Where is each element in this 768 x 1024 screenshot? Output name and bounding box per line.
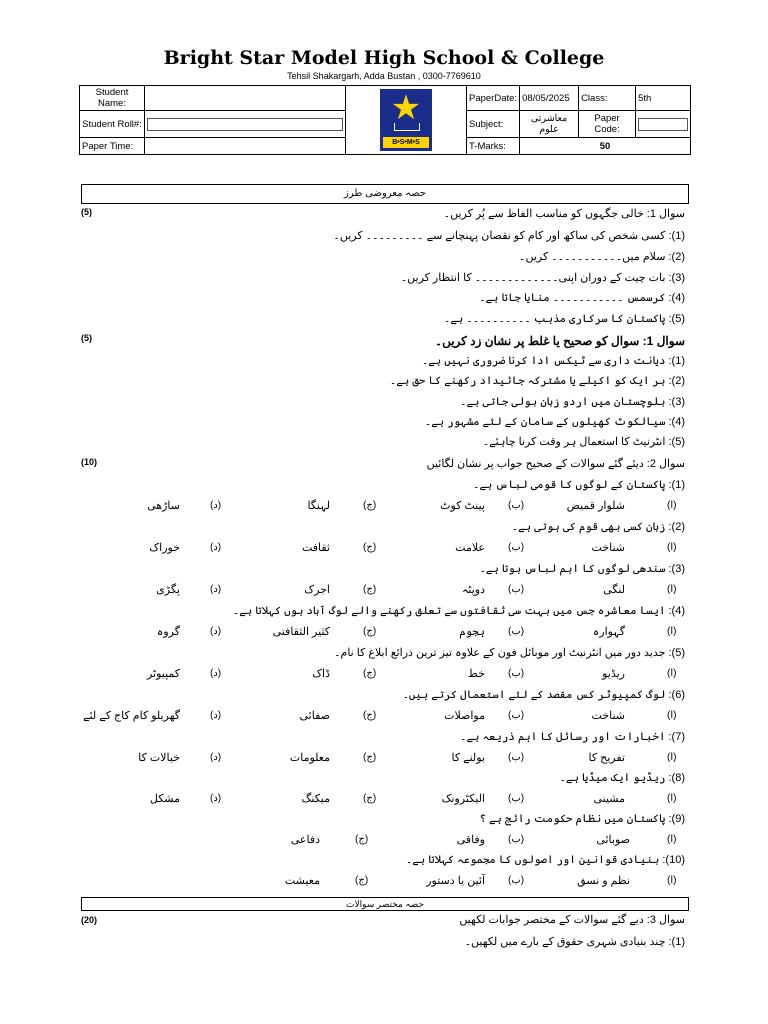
option-text[interactable]: اجرک (304, 584, 330, 596)
option-label: (ج) (363, 542, 377, 553)
option-label: (ا) (667, 793, 677, 804)
option-label: (ب) (508, 668, 525, 679)
q1-item-5: (5): پاکستان کا سرکاری مذہب ۔۔۔۔۔۔۔۔۔۔ ہے۔ (443, 313, 685, 325)
paper-code-label: Paper Code: (579, 111, 636, 138)
option-label: (د) (210, 793, 222, 804)
logo-cell (346, 86, 467, 155)
option-label: (د) (210, 752, 222, 763)
paper-time-field[interactable] (145, 138, 346, 155)
option-text[interactable]: ریڈیو (602, 668, 625, 680)
q1b-item-1: (1): دیانت داری سے ٹیکس ادا کرنا ضروری نہیں ہے۔ (421, 355, 685, 367)
school-address: Tehsil Shakargarh, Adda Bustan , 0300-7769610 (287, 71, 481, 81)
option-text[interactable]: پگڑی (156, 584, 180, 596)
option-label: (ج) (363, 500, 377, 511)
student-name-field[interactable] (145, 86, 346, 111)
option-text[interactable]: کمپیوٹر (146, 668, 180, 680)
option-text[interactable]: ہجوم (459, 626, 485, 638)
subject-label: Subject: (467, 111, 520, 138)
option-text[interactable]: میکنگ (301, 793, 330, 805)
paper-date-value: 08/05/2025 (520, 86, 579, 111)
option-label: (ب) (508, 626, 525, 637)
option-text[interactable]: شلوار قمیض (566, 500, 625, 512)
option-label: (ا) (667, 752, 677, 763)
tmarks-label: T-Marks: (467, 138, 520, 155)
option-label: (ب) (508, 752, 525, 763)
q2-item-9: (9): پاکستان میں نظام حکومت رائج ہے ؟ (479, 813, 685, 825)
class-value: 5th (636, 86, 691, 111)
option-text[interactable]: خیالات کا (138, 752, 180, 764)
q2-item-6: (6): لوگ کمپیوٹر کس مقصد کے لئے استعمال کرتے ہیں۔ (402, 689, 685, 701)
option-label: (ب) (508, 834, 525, 845)
q1-heading: سوال 1: خالی جگہوں کو مناسب الفاظ سے پُر کریں۔ (443, 208, 685, 220)
q1b-item-2: (2): ہر ایک کو اکیلے یا مشترکہ جائیداد رکھنے کا حق ہے۔ (389, 375, 685, 387)
q2-item-1: (1): پاکستان کے لوگوں کا قومی لباس ہے۔ (473, 479, 685, 491)
option-text[interactable]: مشینی (593, 793, 625, 805)
option-label: (ا) (667, 710, 677, 721)
q3-heading: سوال 3: دیے گئے سوالات کے مختصر جوابات لکھیں (459, 914, 685, 926)
option-text[interactable]: مشکل (149, 793, 180, 805)
option-text[interactable]: تفریح کا (588, 752, 625, 764)
option-text[interactable]: ڈاک (312, 668, 330, 680)
option-text[interactable]: صفائی (299, 710, 330, 722)
option-text[interactable]: معلومات (289, 752, 330, 764)
option-text[interactable]: پینٹ کوٹ (440, 500, 485, 512)
option-text[interactable]: دوپٹہ (461, 584, 485, 596)
school-logo (380, 89, 432, 151)
star-icon: ★ (390, 89, 422, 127)
student-roll-label: Student Roll#: (80, 111, 145, 138)
option-text[interactable]: لہنگا (307, 500, 330, 512)
option-text[interactable]: الیکٹرونک (441, 793, 485, 805)
section-short-title: حصہ مختصر سوالات (81, 897, 689, 911)
option-text[interactable]: گہوارہ (592, 626, 625, 638)
option-text[interactable]: شناخت (591, 542, 625, 554)
q2-heading: سوال 2: دیئے گئے سوالات کے صحیح جواب پر نشان لگائیں (426, 458, 685, 470)
q1b-item-5: (5): انٹرنیٹ کا استعمال ہر وقت کرنا چاہئے۔ (482, 436, 685, 448)
option-label: (ج) (363, 584, 377, 595)
paper-time-label: Paper Time: (80, 138, 145, 155)
option-label: (د) (210, 584, 222, 595)
header-table (79, 85, 691, 155)
q1-item-1: (1): کسی شخص کی ساکھ اور کام کو نقصان پہنچانے سے ۔۔۔۔۔۔۔۔۔ کریں۔ (333, 230, 685, 242)
option-label: (ج) (363, 710, 377, 721)
option-text[interactable]: آئین یا دستور (426, 875, 485, 887)
q2-item-4: (4): ایسا معاشرہ جس میں بہت سی ثقافتوں سے تعلق رکھنے والے لوگ آباد ہوں کہلاتا ہے۔ (232, 605, 685, 617)
option-text[interactable]: گروہ (156, 626, 180, 638)
book-icon (394, 123, 420, 131)
q1-item-3: (3): بات چیت کے دوران اپنی۔۔۔۔۔۔۔۔۔۔۔۔۔ کا انتظار کریں۔ (400, 272, 685, 284)
class-label: Class: (579, 86, 636, 111)
option-label: (ب) (508, 584, 525, 595)
option-text[interactable]: گھریلو کام کاج کے لئے (83, 710, 180, 722)
option-label: (ب) (508, 500, 525, 511)
subject-value: معاشرتی علوم (520, 111, 579, 138)
paper-date-label: PaperDate: (467, 86, 520, 111)
option-text[interactable]: کثیر الثقافتی (272, 626, 330, 638)
option-label: (ا) (667, 834, 677, 845)
option-text[interactable]: شناخت (591, 710, 625, 722)
option-text[interactable]: مواصلات (444, 710, 485, 722)
option-text[interactable]: صوبائی (596, 834, 630, 846)
option-label: (ا) (667, 584, 677, 595)
student-name-label: Student Name: (80, 86, 145, 111)
option-label: (ج) (363, 668, 377, 679)
q2-item-5: (5): جدید دور میں انٹرنیٹ اور موبائل فون کے علاوہ تیز ترین ذرائع ابلاغ کا نام۔ (334, 647, 685, 659)
q1b-heading: سوال 1: سوال کو صحیح یا غلط پر نشان زد کریں۔ (435, 334, 685, 348)
option-label: (د) (210, 500, 222, 511)
option-text[interactable]: بولنے کا (451, 752, 485, 764)
q1b-marks: (5) (81, 333, 92, 343)
option-label: (ج) (363, 626, 377, 637)
tmarks-value: 50 (520, 138, 691, 155)
option-label: (ا) (667, 626, 677, 637)
school-name: Bright Star Model High School & College (163, 47, 605, 69)
q2-marks: (10) (81, 457, 98, 467)
paper-code-field[interactable] (636, 111, 691, 138)
option-label: (د) (210, 626, 222, 637)
option-label: (ا) (667, 875, 677, 886)
option-label: (ا) (667, 500, 677, 511)
q1b-item-3: (3): بلوچستان میں اردو زبان بولی جاتی ہے۔ (460, 396, 685, 408)
logo-text: B•S•M•S (383, 137, 429, 148)
option-label: (ج) (355, 875, 369, 886)
q2-item-3: (3): سندھی لوگوں کا اہم لباس ہوتا ہے۔ (479, 563, 685, 575)
option-label: (د) (210, 542, 222, 553)
q3-item-1: (1): چند بنیادی شہری حقوق کے بارے میں لکھیں۔ (464, 936, 685, 948)
option-text[interactable]: نظم و نسق (577, 875, 630, 887)
option-text[interactable]: علامت (455, 542, 485, 554)
option-label: (ا) (667, 668, 677, 679)
q1-item-4: (4): کرسمس ۔۔۔۔۔۔۔۔۔۔۔ منایا جاتا ہے۔ (479, 292, 685, 304)
q1b-item-4: (4): سیالکوٹ کھیلوں کے سامان کے لئے مشہور ہے۔ (424, 416, 685, 428)
q2-item-8: (8): ریڈیو ایک میڈیا ہے۔ (559, 772, 685, 784)
option-text[interactable]: لنگی (603, 584, 625, 596)
option-label: (د) (210, 710, 222, 721)
option-text[interactable]: معیشت (284, 875, 320, 887)
q2-item-7: (7): اخبارات اور رسائل کا اہم ذریعہ ہے۔ (460, 731, 685, 743)
q1-marks: (5) (81, 207, 92, 217)
student-roll-field[interactable] (145, 111, 346, 138)
q1-item-2: (2): سلام میں۔۔۔۔۔۔۔۔۔۔۔ کریں۔ (519, 251, 685, 263)
option-label: (ب) (508, 875, 525, 886)
option-label: (ج) (355, 834, 369, 845)
q3-marks: (20) (81, 915, 98, 925)
option-label: (ب) (508, 710, 525, 721)
option-text[interactable]: ساڑھی (147, 500, 180, 512)
option-text[interactable]: ثقافت (301, 542, 330, 554)
option-text[interactable]: دفاعی (290, 834, 320, 846)
option-label: (ب) (508, 542, 525, 553)
option-label: (ج) (363, 752, 377, 763)
option-text[interactable]: وفاقی (456, 834, 485, 846)
option-label: (ا) (667, 542, 677, 553)
q2-item-2: (2): زبان کسی بھی قوم کی ہوتی ہے۔ (511, 521, 685, 533)
option-text[interactable]: خوراک (149, 542, 180, 554)
option-label: (ج) (363, 793, 377, 804)
option-label: (د) (210, 668, 222, 679)
option-label: (ب) (508, 793, 525, 804)
section-objective-title: حصہ معروضی طرز (81, 184, 689, 204)
q2-item-10: (10): بنیادی قوانین اور اصولوں کا مجموعہ کہلاتا ہے۔ (405, 854, 685, 866)
option-text[interactable]: خط (467, 668, 485, 680)
